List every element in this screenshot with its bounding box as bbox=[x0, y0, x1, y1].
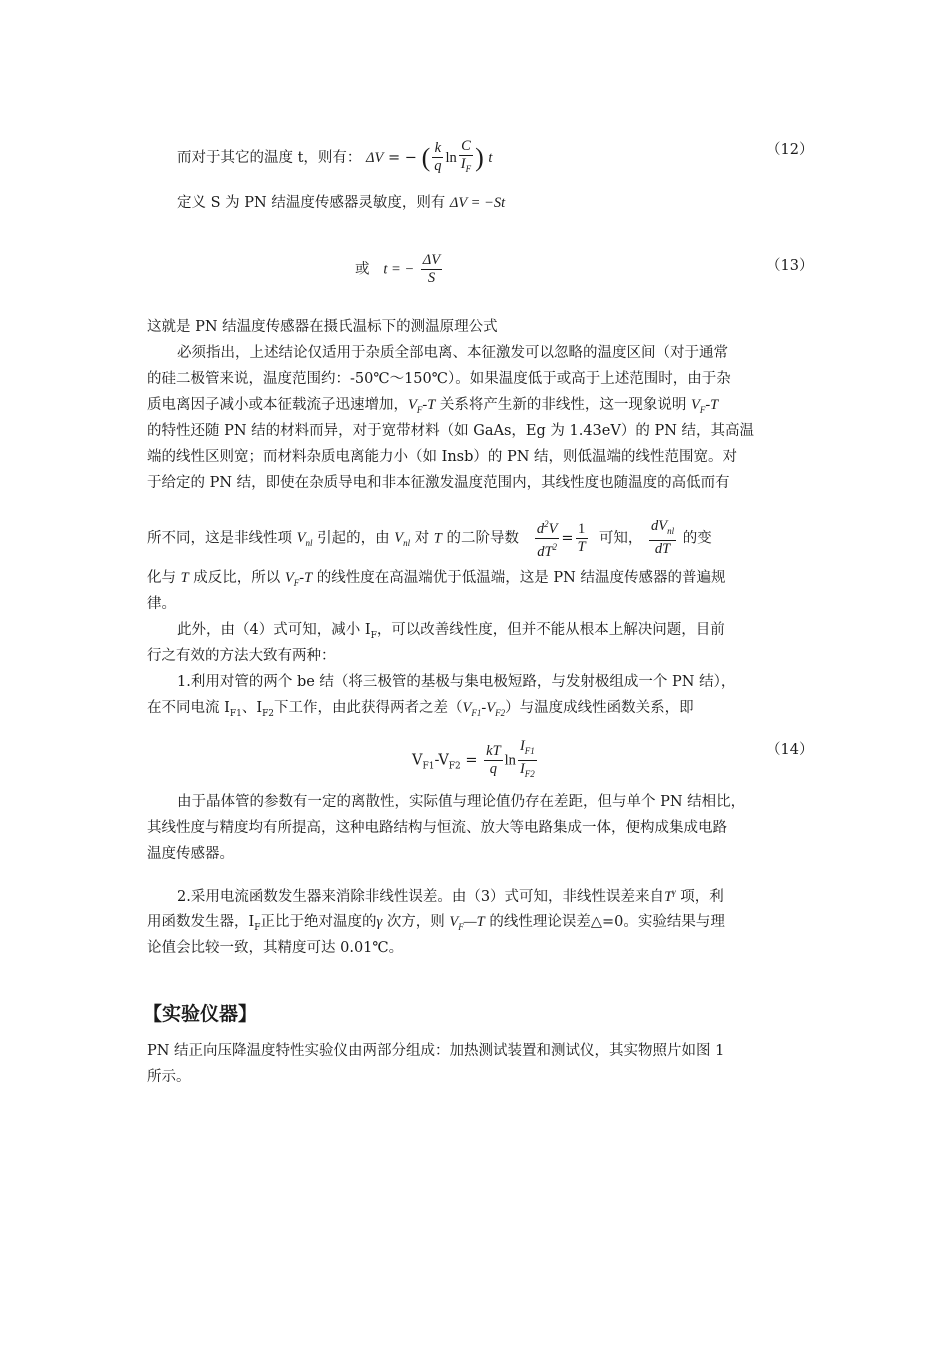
eq12-ln: ln bbox=[445, 149, 457, 166]
eq12-if: $I_F$ bbox=[460, 156, 472, 174]
eq12-t: t bbox=[488, 149, 493, 166]
para1-line7: 于给定的 PN 结，即使在杂质导电和非本征激发温度范围内，其线性度也随温度的高低而有 bbox=[147, 475, 730, 491]
para2-line2: 行之有效的方法大致有两种： bbox=[147, 648, 336, 664]
para1-line1: 这就是 PN 结温度传感器在摄氏温标下的测温原理公式 bbox=[147, 319, 498, 335]
para1-line5: 的特性还随 PN 结的材料而异，对于宽带材料（如 GaAs，Eg 为 1.43eV）的 PN 结，其高温 bbox=[147, 423, 754, 439]
para5-line1: 2.采用电流函数发生器来消除非线性误差。由（3）式可知，非线性误差来自$T^\gamma$ 项，利 bbox=[177, 887, 724, 905]
para4-line1: 由于晶体管的参数有一定的离散性，实际值与理论值仍存在差距，但与单个 PN 结相比， bbox=[177, 794, 746, 810]
eq14-frac-ktq: $\frac{kT}{q}$ bbox=[486, 742, 501, 777]
dvnl-dt-frac: $\frac{dV_{nl}}{dT}$ bbox=[650, 518, 675, 558]
para2-line1: 此外，由（4）式可知，减小 $I_F$，可以改善线性度，但并不能从根本上解决问题，目前 bbox=[177, 622, 725, 641]
second-derivative-frac: $\frac{d^2V}{dT^2}$ bbox=[535, 516, 560, 561]
para1-line3: 的硅二极管来说，温度范围约：-50℃～150℃）。如果温度低于或高于上述范围时，由于杂 bbox=[147, 371, 731, 387]
eq12-line bbox=[177, 138, 839, 178]
eq14-line: $V_{F1}-V_{F2}$ = $\frac{kT}{q}$ ln $\frac{I_{F1}}{I_{F2}}$ bbox=[412, 738, 952, 783]
eq12-equals: = − bbox=[388, 149, 417, 166]
eq14-frac-i: $\frac{I_{F1}}{I_{F2}}$ bbox=[519, 738, 535, 779]
para1-line6: 端的线性区则宽；而材料杂质电离能力小（如 Insb）的 PN 结，则低温端的线性范围宽。对 bbox=[147, 449, 738, 465]
para1-line4: 质电离因子减小或本征载流子迅速增加，$V_F-T$ 关系将产生新的非线性，这一现象说明 $V_F-T$ bbox=[147, 397, 719, 415]
eq12-c: C bbox=[459, 138, 473, 156]
eq13-pre: 或 bbox=[355, 261, 370, 278]
para1-line10: 律。 bbox=[147, 596, 176, 612]
def-s-text: 定义 S 为 PN 结温度传感器灵敏度，则有 bbox=[177, 195, 450, 211]
eq13-number: （13） bbox=[766, 258, 814, 274]
para6-line1: PN 结正向压降温度特性实验仪由两部分组成：加热测试装置和测试仪，其实物照片如图 1 bbox=[147, 1043, 725, 1059]
para1-line2: 必须指出，上述结论仅适用于杂质全部电离、本征激发可以忽略的温度区间（对于通常 bbox=[177, 345, 728, 361]
eq12-frac-cif bbox=[459, 138, 473, 178]
eq13-num-bot: S bbox=[427, 270, 436, 286]
eq12-frac-kq bbox=[432, 140, 443, 175]
para6-line2: 所示。 bbox=[147, 1069, 191, 1085]
eq12-number: （12） bbox=[766, 142, 814, 158]
para5-line3: 论值会比较一致，其精度可达 0.01℃。 bbox=[147, 940, 404, 956]
para1-line9: 化与 T 成反比，所以 $V_F-T$ 的线性度在高温端优于低温端，这是 PN 结温度传感器的普遍规 bbox=[147, 570, 726, 588]
eq12-lhs: ΔV bbox=[366, 149, 384, 166]
eq13-frac bbox=[421, 252, 442, 287]
eq13-lhs: t = − bbox=[383, 261, 415, 278]
eq14-number: （14） bbox=[766, 742, 814, 758]
eq12-lparen: ( bbox=[421, 142, 431, 172]
eq12-text: 而对于其它的温度 t，则有： bbox=[177, 149, 362, 166]
para1-line8: 所不同，这是非线性项 $V_{nl}$ 引起的，由 $V_{nl}$ 对 T 的二阶导数 $\frac{d^2V}{dT^2}$ = $\frac{1}{T}$ 可知， $\frac{dV_{nl}}{dT}$ 的变 bbox=[147, 516, 809, 561]
def-s-line bbox=[177, 193, 839, 213]
def-s-formula: ΔV = −St bbox=[449, 195, 506, 211]
para3-line2: 在不同电流 $I_{F1}$、$I_{F2}$下工作，由此获得两者之差$(V_{F1}-V_{F2})$与温度成线性函数关系，即 bbox=[147, 700, 694, 719]
eq13-line bbox=[355, 252, 952, 287]
eq12-q: q bbox=[434, 158, 442, 175]
para4-line2: 其线性度与精度均有所提高，这种电路结构与恒流、放大等电路集成一体，便构成集成电路 bbox=[147, 820, 727, 836]
para5-line2: 用函数发生器，$I_F$正比于绝对温度的γ 次方，则 $V_F—T$ 的线性理论误差△=0。实验结果与理 bbox=[147, 914, 725, 933]
para3-line1: 1.利用对管的两个 be 结（将三极管的基极与集电极短路，与发射极组成一个 PN 结）， bbox=[177, 674, 736, 690]
eq12-k: k bbox=[432, 140, 443, 158]
section-heading-instruments: 【实验仪器】 bbox=[143, 1003, 258, 1025]
eq12-rparen: ) bbox=[475, 142, 484, 172]
para4-line3: 温度传感器。 bbox=[147, 846, 234, 862]
eq13-num-top: ΔV bbox=[422, 252, 441, 268]
